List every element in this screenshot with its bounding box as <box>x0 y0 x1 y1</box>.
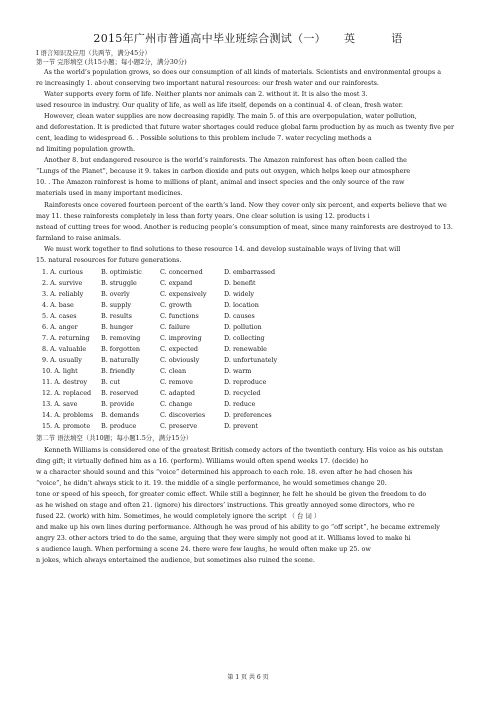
option-a: 3. A. reliably <box>42 290 84 298</box>
option-c: C. expected <box>160 345 199 353</box>
passage-line: ding gift; it virtually defined him as a 16. (perform). Williams would often spend weeks 17. (decide) ho <box>36 457 369 465</box>
option-d: D. widely <box>224 290 254 298</box>
passage-line: used resource in industry. Our quality of life, as well as life itself, depends on a continual 4. of clean, fresh water. <box>36 101 403 109</box>
option-a: 12. A. replaced <box>42 389 92 397</box>
option-c: C. adapted <box>160 389 195 397</box>
option-a: 15. A. promote <box>42 422 91 430</box>
passage-line: cent, leading to widespread 6. . Possible solutions to this problem include 7. water recycling methods a <box>36 134 372 142</box>
option-c: C. expensively <box>160 290 207 298</box>
option-d: D. benefit <box>224 279 256 287</box>
option-b: B. provide <box>101 400 135 408</box>
option-b: B. forgotten <box>101 345 140 353</box>
passage-line: may 11. these rainforests completely in less than forty years. One clear solution is using 12. products i <box>36 212 370 220</box>
option-c: C. concerned <box>160 268 203 276</box>
option-b: B. struggle <box>101 279 137 287</box>
option-c: C. remove <box>160 378 193 386</box>
option-b: B. results <box>101 312 132 320</box>
option-b: B. overly <box>101 290 130 298</box>
option-c: C. expand <box>160 279 193 287</box>
option-c: C. failure <box>160 323 190 331</box>
option-a: 1. A. curious <box>42 268 83 276</box>
passage-line: w a character should sound and this “voice” determined his approach to each role. 18. even after he had chosen his <box>36 468 413 476</box>
option-d: D. pollution <box>224 323 262 331</box>
passage-line: 10. . The Amazon rainforest is home to millions of plant, animal and insect species and the only source of the raw <box>36 178 405 186</box>
option-b: B. hunger <box>101 323 134 331</box>
passage-line: “voice”, he didn’t always stick to it. 19. the middle of a single performance, he would sometimes change 20. <box>36 479 387 487</box>
passage-line: re increasingly 1. about conserving two important natural resources: our fresh water and our rainforests. <box>36 79 379 87</box>
option-d: D. reproduce <box>224 378 267 386</box>
passage-line: s audience laugh. When performing a scene 24. there were few laughs, he would often make up 25. ow <box>36 545 371 553</box>
option-a: 4. A. base <box>42 301 74 309</box>
option-b: B. removing <box>101 334 141 342</box>
option-a: 10. A. light <box>42 367 78 375</box>
option-d: D. reduce <box>224 400 256 408</box>
passage-line: We must work together to find solutions to these resource 14. and develop sustainable ways of living that will <box>44 245 401 253</box>
option-d: D. location <box>224 301 259 309</box>
passage-line: farmland to raise animals. <box>36 234 122 242</box>
passage-line: n jokes, which always entertained the audience, but sometimes also ruined the scene. <box>36 556 315 564</box>
option-c: C. growth <box>160 301 192 309</box>
option-a: 13. A. save <box>42 400 78 408</box>
passage-line: nd limiting population growth. <box>36 145 136 153</box>
option-c: C. clean <box>160 367 187 375</box>
option-d: D. prevent <box>224 422 258 430</box>
option-c: C. obviously <box>160 356 200 364</box>
option-d: D. unfortunately <box>224 356 278 364</box>
option-b: B. optimistic <box>101 268 142 276</box>
option-a: 11. A. destroy <box>42 378 88 386</box>
passage-line: However, clean water supplies are now decreasing rapidly. The main 5. of this are overpopulation, water pollution, <box>44 112 417 120</box>
passage-line: 15. natural resources for future generations. <box>36 256 182 264</box>
option-d: D. preferences <box>224 411 272 419</box>
passage-line: fused 22. (work) with him. Sometimes, he would completely ignore the script （ 台 词 ） <box>36 512 321 520</box>
exam-title-subject-2: 语 <box>391 32 403 45</box>
passage-line: Water supports every form of life. Neither plants nor animals can 2. without it. It is also the most 3. <box>44 90 368 98</box>
option-b: B. cut <box>101 378 121 386</box>
exam-title <box>0 30 496 46</box>
option-c: C. improving <box>160 334 202 342</box>
option-a: 8. A. valuable <box>42 345 87 353</box>
option-d: D. recycled <box>224 389 261 397</box>
passage-line: nstead of cutting trees for wood. Another is reducing people’s consumption of meat, since many rainforests are destroyed to 13. <box>36 223 453 231</box>
option-d: D. embarrassed <box>224 268 276 276</box>
option-d: D. causes <box>224 312 255 320</box>
option-b: B. naturally <box>101 356 139 364</box>
exam-title-main: 2015年广州市普通高中毕业班综合测试（一） <box>93 32 326 45</box>
passage-line: materials used in many important medicines. <box>36 189 183 197</box>
passage-line: tone or speed of his speech, for greater comic effect. While still a beginner, he felt he should be given the freedom to do <box>36 490 427 498</box>
page-number: 第 1 页 共 6 页 <box>227 674 269 681</box>
option-a: 9. A. usually <box>42 356 82 364</box>
passage-line: As the world’s population grows, so does our consumption of all kinds of materials. Scientists and environmental groups a <box>44 68 442 76</box>
exam-title-subject-1: 英 <box>343 32 356 45</box>
option-a: 14. A. problems <box>42 411 94 419</box>
option-d: D. collecting <box>224 334 265 342</box>
passage-line: Kenneth Williams is considered one of the greatest British comedy actors of the twentieth century. His voice as his outstan <box>44 446 444 454</box>
option-b: B. demands <box>101 411 139 419</box>
section-heading-cloze: 第一节 完形填空 (共15小题；每小题2分，满分30分) <box>36 58 187 66</box>
passage-line: as he wished on stage and often 21. (ignore) his directors’ instructions. This greatly annoyed some directors, who re <box>36 501 415 509</box>
option-a: 6. A. anger <box>42 323 78 331</box>
passage-line: “Lungs of the Planet”, because it 9. takes in carbon dioxide and puts out oxygen, which helps keep our atmosphere <box>36 167 411 175</box>
option-c: C. preserve <box>160 422 198 430</box>
option-a: 5. A. cases <box>42 312 77 320</box>
option-d: D. warm <box>224 367 252 375</box>
option-c: C. functions <box>160 312 199 320</box>
option-d: D. renewable <box>224 345 267 353</box>
part-heading: I 语言知识及应用（共两节，满分45分） <box>36 49 151 57</box>
passage-line: and deforestation. It is predicted that future water shortages could reduce global farm production by as much as twenty five per <box>36 123 455 131</box>
option-b: B. friendly <box>101 367 135 375</box>
passage-line: Another 8. but endangered resource is the world’s rainforests. The Amazon rainforest has often been called the <box>44 156 407 164</box>
option-a: 7. A. returning <box>42 334 90 342</box>
passage-line: Rainforests once covered fourteen percent of the earth’s land. Now they cover only six percent, and experts believe that we <box>44 201 447 209</box>
passage-line: and make up his own lines during performance. Although he was proud of his ability to go “off script”, he became extremely <box>36 523 440 531</box>
option-b: B. reserved <box>101 389 139 397</box>
option-c: C. discoveries <box>160 411 206 419</box>
option-b: B. supply <box>101 301 131 309</box>
passage-line: angry 23. other actors tried to do the same, arguing that they were simply not good at it. Williams loved to make hi <box>36 534 411 542</box>
option-b: B. produce <box>101 422 137 430</box>
section-heading-grammar: 第二节 语法填空（共10题；每小题1.5分，满分15分） <box>36 434 193 442</box>
option-c: C. change <box>160 400 193 408</box>
option-a: 2. A. survive <box>42 279 83 287</box>
